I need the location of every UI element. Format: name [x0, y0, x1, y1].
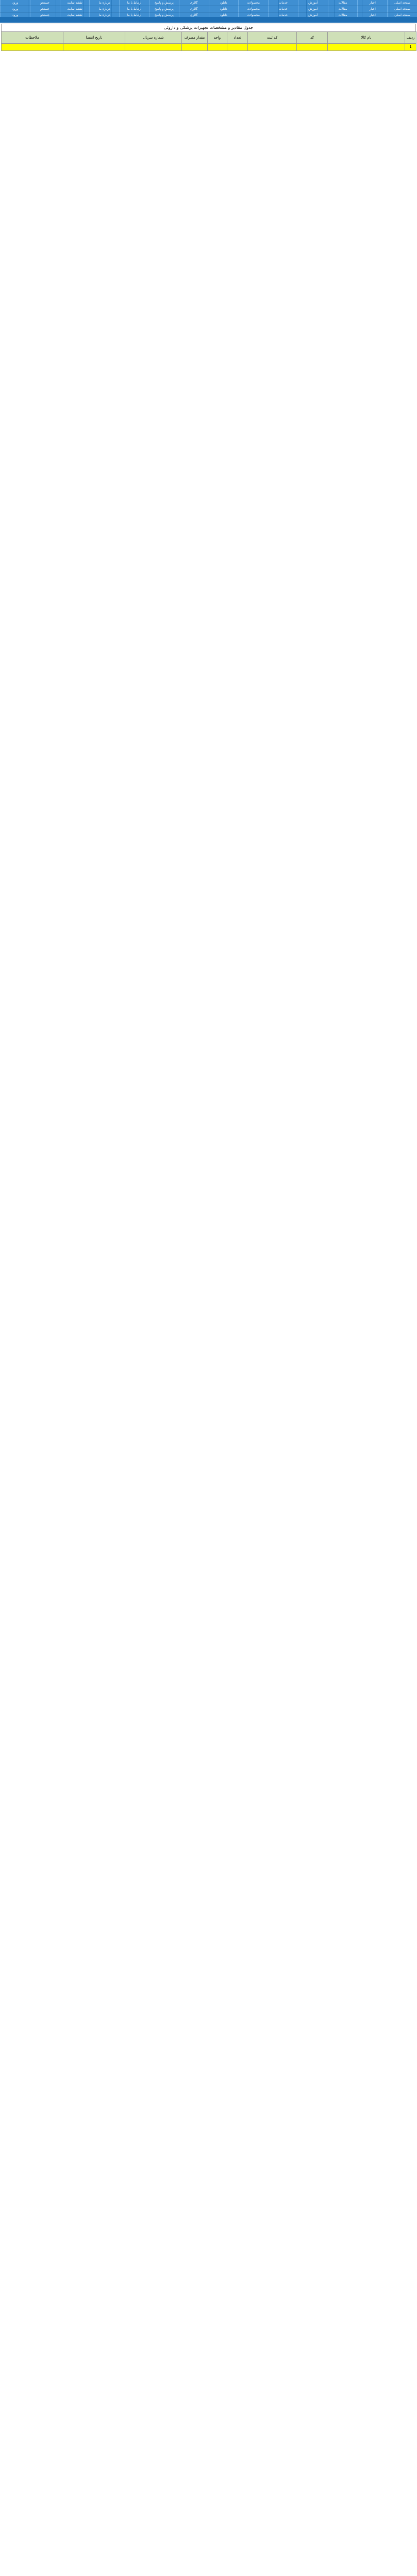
top-tab[interactable]: پرسش و پاسخ: [149, 0, 179, 6]
top-tab[interactable]: صفحه اصلی: [387, 6, 417, 12]
top-tab[interactable]: نقشه سایت: [60, 0, 90, 6]
table1-header-cell: ردیف: [405, 32, 416, 44]
top-tab[interactable]: محصولات: [238, 12, 268, 18]
table1: [1, 31, 416, 51]
top-tab[interactable]: ورود: [0, 12, 30, 18]
top-tab[interactable]: محصولات: [238, 6, 268, 12]
table1-cell: [2, 44, 63, 51]
top-tab[interactable]: ارتباط با ما: [119, 6, 149, 12]
top-navigation-bar: [0, 0, 417, 23]
table1-cell: [63, 44, 125, 51]
table1-header-cell: کد: [297, 32, 328, 44]
top-tab[interactable]: گالری: [179, 12, 209, 18]
table1-header-cell: کد ثبت: [248, 32, 297, 44]
top-tab[interactable]: اخبار: [357, 12, 387, 18]
top-tab[interactable]: آموزش: [298, 12, 328, 18]
table1-cell: [297, 44, 328, 51]
table1-header-cell: مقدار مصرف: [182, 32, 208, 44]
header-strip: [0, 17, 417, 23]
table1-cell: [328, 44, 405, 51]
table1-header-row: [2, 32, 416, 44]
top-tab[interactable]: ورود: [0, 0, 30, 6]
top-tab[interactable]: درباره ما: [89, 6, 119, 12]
table1-header-cell: تاریخ انقضا: [63, 32, 125, 44]
table1-header-cell: تعداد: [227, 32, 248, 44]
table1-cell: [248, 44, 297, 51]
top-tab[interactable]: مقالات: [328, 0, 358, 6]
table1-header-cell: نام کالا: [328, 32, 405, 44]
table1-caption: جدول مقادیر و مشخصات تجهیزات پزشکی و داروئی: [1, 24, 416, 31]
top-tab-row-2: [0, 6, 417, 12]
top-tab[interactable]: دانلود: [209, 12, 239, 18]
top-tab[interactable]: دانلود: [209, 6, 239, 12]
top-tab[interactable]: آموزش: [298, 6, 328, 12]
top-tab[interactable]: محصولات: [238, 0, 268, 6]
top-tab[interactable]: جستجو: [30, 0, 60, 6]
top-tab[interactable]: جستجو: [30, 6, 60, 12]
top-tab[interactable]: درباره ما: [89, 12, 119, 18]
top-tab[interactable]: جستجو: [30, 12, 60, 18]
top-tab[interactable]: مقالات: [328, 12, 358, 18]
table1-header-cell: ملاحظات: [2, 32, 63, 44]
top-tab[interactable]: گالری: [179, 0, 209, 6]
top-tab[interactable]: پرسش و پاسخ: [149, 6, 179, 12]
top-tab[interactable]: اخبار: [357, 0, 387, 6]
table1-cell: [227, 44, 248, 51]
top-tab[interactable]: اخبار: [357, 6, 387, 12]
top-tab[interactable]: صفحه اصلی: [387, 12, 417, 18]
table1-cell: 1: [405, 44, 416, 51]
table1-cell: [182, 44, 208, 51]
top-tab[interactable]: خدمات: [268, 6, 298, 12]
top-tab[interactable]: دانلود: [209, 0, 239, 6]
top-tab[interactable]: ارتباط با ما: [119, 0, 149, 6]
top-tab[interactable]: ورود: [0, 6, 30, 12]
table1-container: [1, 24, 416, 51]
table1-header-cell: واحد: [208, 32, 227, 44]
table1-row: [2, 44, 416, 51]
top-tab[interactable]: خدمات: [268, 0, 298, 6]
table1-header-cell: شماره سریال: [125, 32, 182, 44]
top-tab[interactable]: گالری: [179, 6, 209, 12]
top-tab[interactable]: آموزش: [298, 0, 328, 6]
top-tab[interactable]: نقشه سایت: [60, 12, 90, 18]
top-tab[interactable]: صفحه اصلی: [387, 0, 417, 6]
top-tab[interactable]: مقالات: [328, 6, 358, 12]
top-tab-row-1: [0, 0, 417, 6]
top-tab[interactable]: خدمات: [268, 12, 298, 18]
top-tab[interactable]: درباره ما: [89, 0, 119, 6]
top-tab[interactable]: ارتباط با ما: [119, 12, 149, 18]
table1-cell: [125, 44, 182, 51]
table1-cell: [208, 44, 227, 51]
top-tab[interactable]: پرسش و پاسخ: [149, 12, 179, 18]
top-tab[interactable]: نقشه سایت: [60, 6, 90, 12]
